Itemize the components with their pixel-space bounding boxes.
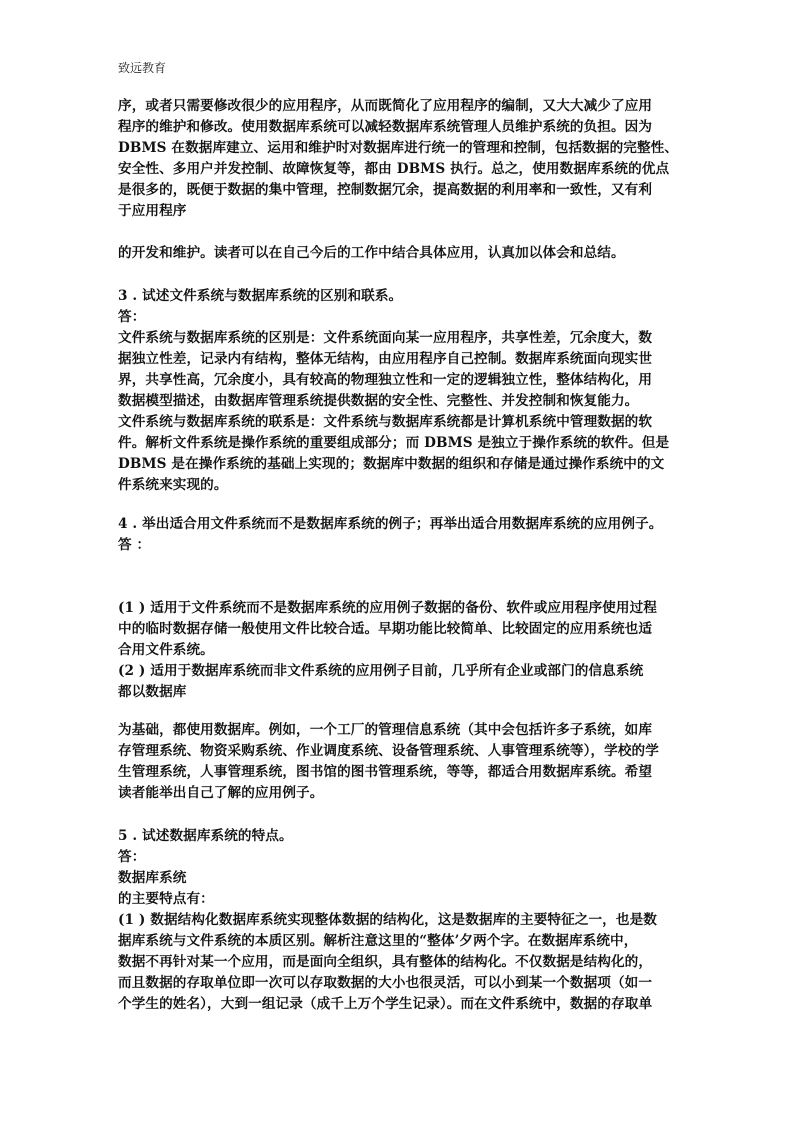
- text-line: 生管理系统，人事管理系统，图书馆的图书管理系统，等等，都适合用数据库系统。希望: [118, 764, 653, 780]
- text-line: 的开发和维护。读者可以在自己今后的工作中结合具体应用，认真加以体会和总结。: [118, 245, 625, 261]
- paragraph-1: [118, 96, 684, 222]
- page-header: 致远教育: [118, 61, 167, 75]
- text-line: 数据模型描述，由数据库管理系统提供数据的安全性、完整性、并发控制和恢复能力。: [118, 393, 639, 409]
- text-line: 安全性、多用户并发控制、故障恢复等，都由 DBMS 执行。总之，使用数据库系统的优点: [118, 161, 670, 177]
- question-4: [118, 514, 684, 556]
- text-line: 为基础，都使用数据库。例如，一个工厂的管理信息系统（其中会包括许多子系统，如库: [118, 722, 653, 738]
- text-line: (2 ) 适用于数据库系统而非文件系统的应用例子目前，几乎所有企业或部门的信息系统: [118, 663, 644, 679]
- text-line: 界，共享性高，冗余度小，具有较高的物理独立性和一定的逻辑独立性，整体结构化，用: [118, 372, 653, 388]
- question-title: 5 . 试述数据库系统的特点。: [118, 828, 293, 844]
- text-line: 据独立性差，记录内有结构，整体无结构，由应用程序自己控制。数据库系统面向现实世: [118, 351, 653, 367]
- text-line: 的主要特点有：: [118, 891, 214, 907]
- text-line: 文件系统与数据库系统的区别是：文件系统面向某一应用程序，共享性差，冗余度大，数: [118, 330, 653, 346]
- text-line: 合用文件系统。: [118, 642, 214, 658]
- question-title: 3 . 试述文件系统与数据库系统的区别和联系。: [118, 288, 403, 304]
- answer-label: 答：: [118, 309, 146, 325]
- text-line: DBMS 在数据库建立、运用和维护时对数据库进行统一的管理和控制，包括数据的完整性、: [118, 140, 679, 156]
- text-line: 程序的维护和修改。使用数据库系统可以减轻数据库系统管理人员维护系统的负担。因为: [118, 119, 653, 135]
- text-line: (1 ) 适用于文件系统而不是数据库系统的应用例子数据的备份、软件或应用程序使用过程: [118, 600, 657, 616]
- text-line: 存管理系统、物资采购系统、作业调度系统、设备管理系统、人事管理系统等），学校的学: [118, 743, 659, 759]
- text-line: 而且数据的存取单位即一次可以存取数据的大小也很灵活，可以小到某一个数据项（如一: [118, 975, 653, 991]
- text-line: 序，或者只需要修改很少的应用程序，从而既简化了应用程序的编制，又大大减少了应用: [118, 98, 653, 114]
- text-line: 件。解析文件系统是操作系统的重要组成部分；而 DBMS 是独立于操作系统的软件。但是: [118, 435, 670, 451]
- text-line: 件系统来实现的。: [118, 477, 228, 493]
- text-line: 数据库系统: [118, 870, 187, 886]
- text-line: 数据不再针对某一个应用，而是面向全组织，具有整体的结构化。不仅数据是结构化的，: [118, 954, 653, 970]
- question-3: [118, 286, 684, 496]
- text-line: 文件系统与数据库系统的联系是：文件系统与数据库系统都是计算机系统中管理数据的软: [118, 414, 653, 430]
- text-line: 个学生的姓名），大到一组记录（成千上万个学生记录）。而在文件系统中，数据的存取单: [118, 996, 653, 1012]
- text-line: 于应用程序: [118, 203, 187, 219]
- question-title: 4 . 举出适合用文件系统而不是数据库系统的例子；再举出适合用数据库系统的应用例子。: [118, 516, 663, 532]
- text-line: 中的临时数据存储一般使用文件比较合适。早期功能比较简单、比较固定的应用系统也适: [118, 621, 653, 637]
- answer-4-part-2: [118, 720, 684, 804]
- answer-label: 答：: [118, 849, 146, 865]
- text-line: 读者能举出自己了解的应用例子。: [118, 785, 324, 801]
- text-line: 据库系统与文件系统的本质区别。解析注意这里的“整体’夕两个字。在数据库系统中，: [118, 933, 638, 949]
- text-line: 是很多的，既便于数据的集中管理，控制数据冗余，提高数据的利用率和一致性，又有利: [118, 182, 653, 198]
- question-5: [118, 826, 684, 1015]
- paragraph-2: [118, 243, 684, 264]
- text-line: (1 ) 数据结构化数据库系统实现整体数据的结构化，这是数据库的主要特征之一，也是数: [118, 912, 657, 928]
- text-line: 都以数据库: [118, 684, 187, 700]
- text-line: DBMS 是在操作系统的基础上实现的；数据库中数据的组织和存储是通过操作系统中的文: [118, 456, 665, 472]
- answer-label: 答 ：: [118, 537, 151, 553]
- answer-4-part-1: [118, 598, 684, 703]
